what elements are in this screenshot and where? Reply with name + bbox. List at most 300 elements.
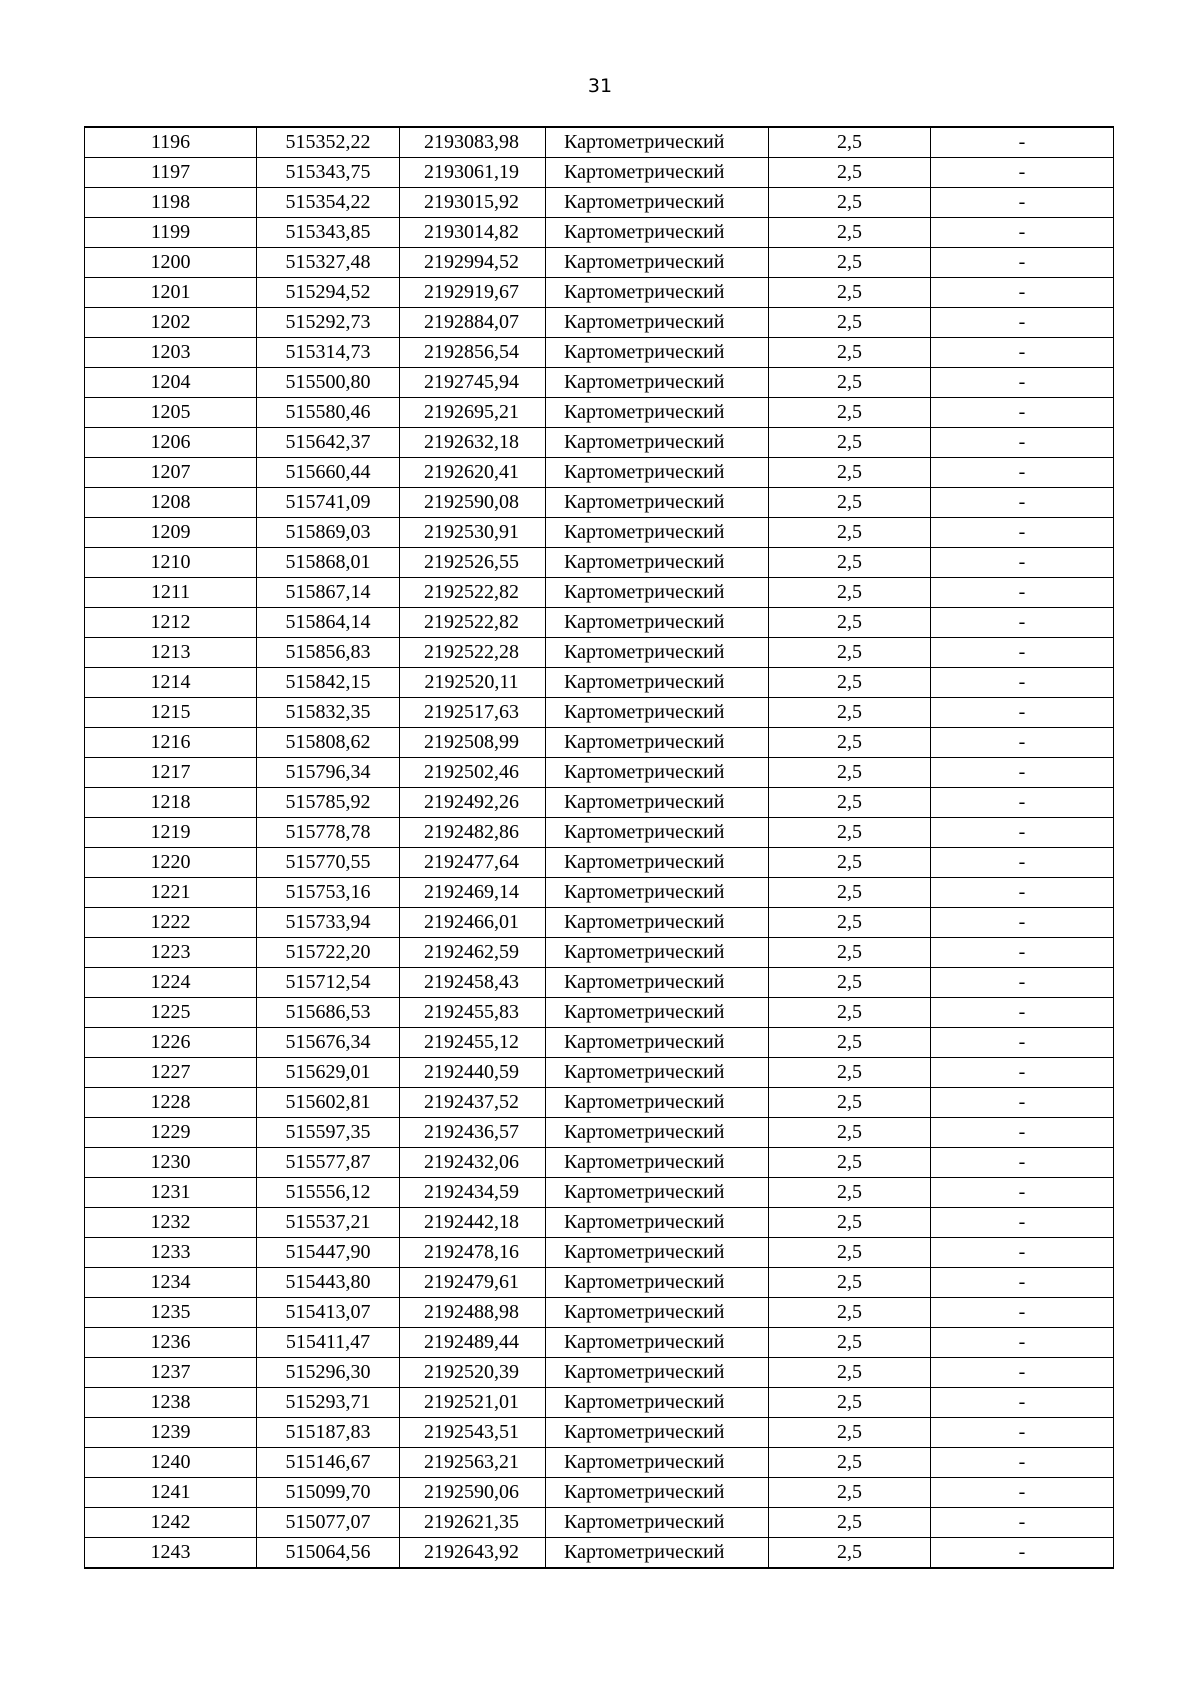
note-cell: - — [931, 608, 1114, 638]
accuracy-cell: 2,5 — [769, 1268, 931, 1298]
note-cell: - — [931, 878, 1114, 908]
point-number-cell: 1223 — [85, 938, 257, 968]
accuracy-cell: 2,5 — [769, 488, 931, 518]
point-number-cell: 1224 — [85, 968, 257, 998]
x-coordinate-cell: 515770,55 — [257, 848, 400, 878]
table-row — [85, 158, 1114, 188]
accuracy-cell: 2,5 — [769, 1238, 931, 1268]
table-row — [85, 188, 1114, 218]
accuracy-cell: 2,5 — [769, 1028, 931, 1058]
table-row — [85, 458, 1114, 488]
accuracy-cell: 2,5 — [769, 1148, 931, 1178]
y-coordinate-cell: 2192489,44 — [400, 1328, 546, 1358]
accuracy-cell: 2,5 — [769, 1388, 931, 1418]
x-coordinate-cell: 515864,14 — [257, 608, 400, 638]
point-number-cell: 1220 — [85, 848, 257, 878]
note-cell: - — [931, 1508, 1114, 1538]
x-coordinate-cell: 515577,87 — [257, 1148, 400, 1178]
table-row — [85, 278, 1114, 308]
y-coordinate-cell: 2193061,19 — [400, 158, 546, 188]
method-cell: Картометрический — [546, 278, 769, 308]
y-coordinate-cell: 2192522,82 — [400, 578, 546, 608]
point-number-cell: 1225 — [85, 998, 257, 1028]
accuracy-cell: 2,5 — [769, 308, 931, 338]
method-cell: Картометрический — [546, 728, 769, 758]
method-cell: Картометрический — [546, 188, 769, 218]
y-coordinate-cell: 2192543,51 — [400, 1418, 546, 1448]
point-number-cell: 1234 — [85, 1268, 257, 1298]
note-cell: - — [931, 1418, 1114, 1448]
accuracy-cell: 2,5 — [769, 1358, 931, 1388]
method-cell: Картометрический — [546, 878, 769, 908]
table-row — [85, 848, 1114, 878]
accuracy-cell: 2,5 — [769, 878, 931, 908]
point-number-cell: 1201 — [85, 278, 257, 308]
method-cell: Картометрический — [546, 1088, 769, 1118]
x-coordinate-cell: 515447,90 — [257, 1238, 400, 1268]
method-cell: Картометрический — [546, 1178, 769, 1208]
note-cell: - — [931, 398, 1114, 428]
point-number-cell: 1200 — [85, 248, 257, 278]
table-row — [85, 638, 1114, 668]
point-number-cell: 1215 — [85, 698, 257, 728]
x-coordinate-cell: 515411,47 — [257, 1328, 400, 1358]
accuracy-cell: 2,5 — [769, 428, 931, 458]
note-cell: - — [931, 578, 1114, 608]
table-row — [85, 1208, 1114, 1238]
table-row — [85, 1118, 1114, 1148]
y-coordinate-cell: 2192517,63 — [400, 698, 546, 728]
y-coordinate-cell: 2192437,52 — [400, 1088, 546, 1118]
table-row — [85, 1178, 1114, 1208]
point-number-cell: 1241 — [85, 1478, 257, 1508]
point-number-cell: 1208 — [85, 488, 257, 518]
accuracy-cell: 2,5 — [769, 908, 931, 938]
method-cell: Картометрический — [546, 1268, 769, 1298]
note-cell: - — [931, 308, 1114, 338]
method-cell: Картометрический — [546, 608, 769, 638]
accuracy-cell: 2,5 — [769, 1058, 931, 1088]
y-coordinate-cell: 2192492,26 — [400, 788, 546, 818]
method-cell: Картометрический — [546, 218, 769, 248]
x-coordinate-cell: 515808,62 — [257, 728, 400, 758]
note-cell: - — [931, 668, 1114, 698]
y-coordinate-cell: 2192522,28 — [400, 638, 546, 668]
y-coordinate-cell: 2192522,82 — [400, 608, 546, 638]
method-cell: Картометрический — [546, 668, 769, 698]
x-coordinate-cell: 515832,35 — [257, 698, 400, 728]
accuracy-cell: 2,5 — [769, 608, 931, 638]
table-row — [85, 1298, 1114, 1328]
y-coordinate-cell: 2192479,61 — [400, 1268, 546, 1298]
table-row — [85, 1358, 1114, 1388]
y-coordinate-cell: 2192521,01 — [400, 1388, 546, 1418]
point-number-cell: 1207 — [85, 458, 257, 488]
note-cell: - — [931, 968, 1114, 998]
method-cell: Картометрический — [546, 638, 769, 668]
method-cell: Картометрический — [546, 518, 769, 548]
y-coordinate-cell: 2193083,98 — [400, 127, 546, 158]
method-cell: Картометрический — [546, 1418, 769, 1448]
accuracy-cell: 2,5 — [769, 548, 931, 578]
y-coordinate-cell: 2192590,06 — [400, 1478, 546, 1508]
method-cell: Картометрический — [546, 1538, 769, 1569]
table-row — [85, 698, 1114, 728]
x-coordinate-cell: 515868,01 — [257, 548, 400, 578]
accuracy-cell: 2,5 — [769, 728, 931, 758]
point-number-cell: 1212 — [85, 608, 257, 638]
y-coordinate-cell: 2192462,59 — [400, 938, 546, 968]
x-coordinate-cell: 515146,67 — [257, 1448, 400, 1478]
accuracy-cell: 2,5 — [769, 1328, 931, 1358]
note-cell: - — [931, 1058, 1114, 1088]
method-cell: Картометрический — [546, 968, 769, 998]
x-coordinate-cell: 515867,14 — [257, 578, 400, 608]
method-cell: Картометрический — [546, 1388, 769, 1418]
y-coordinate-cell: 2192745,94 — [400, 368, 546, 398]
accuracy-cell: 2,5 — [769, 638, 931, 668]
table-row — [85, 938, 1114, 968]
accuracy-cell: 2,5 — [769, 368, 931, 398]
table-row — [85, 548, 1114, 578]
y-coordinate-cell: 2192502,46 — [400, 758, 546, 788]
x-coordinate-cell: 515343,75 — [257, 158, 400, 188]
method-cell: Картометрический — [546, 698, 769, 728]
point-number-cell: 1226 — [85, 1028, 257, 1058]
accuracy-cell: 2,5 — [769, 1178, 931, 1208]
note-cell: - — [931, 218, 1114, 248]
table-row — [85, 1508, 1114, 1538]
y-coordinate-cell: 2192621,35 — [400, 1508, 546, 1538]
table-row — [85, 908, 1114, 938]
note-cell: - — [931, 1298, 1114, 1328]
table-row — [85, 1268, 1114, 1298]
method-cell: Картометрический — [546, 1298, 769, 1328]
table-row — [85, 428, 1114, 458]
x-coordinate-cell: 515314,73 — [257, 338, 400, 368]
table-row — [85, 1538, 1114, 1569]
y-coordinate-cell: 2192632,18 — [400, 428, 546, 458]
accuracy-cell: 2,5 — [769, 248, 931, 278]
y-coordinate-cell: 2192530,91 — [400, 518, 546, 548]
x-coordinate-cell: 515785,92 — [257, 788, 400, 818]
point-number-cell: 1240 — [85, 1448, 257, 1478]
y-coordinate-cell: 2192455,83 — [400, 998, 546, 1028]
accuracy-cell: 2,5 — [769, 938, 931, 968]
method-cell: Картометрический — [546, 1478, 769, 1508]
accuracy-cell: 2,5 — [769, 1088, 931, 1118]
table-row — [85, 127, 1114, 158]
method-cell: Картометрический — [546, 1358, 769, 1388]
point-number-cell: 1233 — [85, 1238, 257, 1268]
accuracy-cell: 2,5 — [769, 668, 931, 698]
note-cell: - — [931, 1328, 1114, 1358]
accuracy-cell: 2,5 — [769, 848, 931, 878]
note-cell: - — [931, 158, 1114, 188]
method-cell: Картометрический — [546, 308, 769, 338]
note-cell: - — [931, 428, 1114, 458]
y-coordinate-cell: 2192520,11 — [400, 668, 546, 698]
point-number-cell: 1236 — [85, 1328, 257, 1358]
point-number-cell: 1196 — [85, 127, 257, 158]
note-cell: - — [931, 338, 1114, 368]
y-coordinate-cell: 2192478,16 — [400, 1238, 546, 1268]
y-coordinate-cell: 2192508,99 — [400, 728, 546, 758]
accuracy-cell: 2,5 — [769, 1538, 931, 1569]
x-coordinate-cell: 515753,16 — [257, 878, 400, 908]
note-cell: - — [931, 1178, 1114, 1208]
point-number-cell: 1229 — [85, 1118, 257, 1148]
x-coordinate-cell: 515537,21 — [257, 1208, 400, 1238]
method-cell: Картометрический — [546, 578, 769, 608]
table-row — [85, 1148, 1114, 1178]
note-cell: - — [931, 758, 1114, 788]
table-row — [85, 248, 1114, 278]
note-cell: - — [931, 458, 1114, 488]
method-cell: Картометрический — [546, 458, 769, 488]
accuracy-cell: 2,5 — [769, 968, 931, 998]
note-cell: - — [931, 818, 1114, 848]
method-cell: Картометрический — [546, 908, 769, 938]
y-coordinate-cell: 2192590,08 — [400, 488, 546, 518]
table-row — [85, 1058, 1114, 1088]
method-cell: Картометрический — [546, 398, 769, 428]
accuracy-cell: 2,5 — [769, 1448, 931, 1478]
note-cell: - — [931, 1448, 1114, 1478]
note-cell: - — [931, 1088, 1114, 1118]
point-number-cell: 1218 — [85, 788, 257, 818]
accuracy-cell: 2,5 — [769, 818, 931, 848]
table-row — [85, 1478, 1114, 1508]
x-coordinate-cell: 515064,56 — [257, 1538, 400, 1569]
y-coordinate-cell: 2192919,67 — [400, 278, 546, 308]
note-cell: - — [931, 188, 1114, 218]
table-row — [85, 578, 1114, 608]
table-row — [85, 1328, 1114, 1358]
note-cell: - — [931, 1208, 1114, 1238]
note-cell: - — [931, 908, 1114, 938]
point-number-cell: 1232 — [85, 1208, 257, 1238]
table-row — [85, 1418, 1114, 1448]
y-coordinate-cell: 2192520,39 — [400, 1358, 546, 1388]
x-coordinate-cell: 515293,71 — [257, 1388, 400, 1418]
x-coordinate-cell: 515343,85 — [257, 218, 400, 248]
y-coordinate-cell: 2192994,52 — [400, 248, 546, 278]
method-cell: Картометрический — [546, 1148, 769, 1178]
point-number-cell: 1238 — [85, 1388, 257, 1418]
y-coordinate-cell: 2192442,18 — [400, 1208, 546, 1238]
accuracy-cell: 2,5 — [769, 1508, 931, 1538]
accuracy-cell: 2,5 — [769, 158, 931, 188]
y-coordinate-cell: 2192458,43 — [400, 968, 546, 998]
note-cell: - — [931, 1028, 1114, 1058]
y-coordinate-cell: 2192477,64 — [400, 848, 546, 878]
x-coordinate-cell: 515722,20 — [257, 938, 400, 968]
point-number-cell: 1228 — [85, 1088, 257, 1118]
x-coordinate-cell: 515686,53 — [257, 998, 400, 1028]
accuracy-cell: 2,5 — [769, 788, 931, 818]
x-coordinate-cell: 515500,80 — [257, 368, 400, 398]
accuracy-cell: 2,5 — [769, 188, 931, 218]
accuracy-cell: 2,5 — [769, 1418, 931, 1448]
x-coordinate-cell: 515741,09 — [257, 488, 400, 518]
accuracy-cell: 2,5 — [769, 578, 931, 608]
method-cell: Картометрический — [546, 1028, 769, 1058]
point-number-cell: 1209 — [85, 518, 257, 548]
x-coordinate-cell: 515602,81 — [257, 1088, 400, 1118]
note-cell: - — [931, 1118, 1114, 1148]
accuracy-cell: 2,5 — [769, 278, 931, 308]
point-number-cell: 1199 — [85, 218, 257, 248]
table-row — [85, 488, 1114, 518]
point-number-cell: 1230 — [85, 1148, 257, 1178]
point-number-cell: 1202 — [85, 308, 257, 338]
accuracy-cell: 2,5 — [769, 398, 931, 428]
point-number-cell: 1214 — [85, 668, 257, 698]
note-cell: - — [931, 728, 1114, 758]
table-row — [85, 368, 1114, 398]
point-number-cell: 1217 — [85, 758, 257, 788]
y-coordinate-cell: 2192488,98 — [400, 1298, 546, 1328]
table-row — [85, 728, 1114, 758]
table-row — [85, 308, 1114, 338]
table-row — [85, 1448, 1114, 1478]
note-cell: - — [931, 638, 1114, 668]
point-number-cell: 1235 — [85, 1298, 257, 1328]
method-cell: Картометрический — [546, 338, 769, 368]
x-coordinate-cell: 515187,83 — [257, 1418, 400, 1448]
point-number-cell: 1219 — [85, 818, 257, 848]
note-cell: - — [931, 488, 1114, 518]
y-coordinate-cell: 2192856,54 — [400, 338, 546, 368]
y-coordinate-cell: 2192695,21 — [400, 398, 546, 428]
method-cell: Картометрический — [546, 818, 769, 848]
method-cell: Картометрический — [546, 428, 769, 458]
table-row — [85, 818, 1114, 848]
y-coordinate-cell: 2193014,82 — [400, 218, 546, 248]
x-coordinate-cell: 515294,52 — [257, 278, 400, 308]
method-cell: Картометрический — [546, 1328, 769, 1358]
x-coordinate-cell: 515856,83 — [257, 638, 400, 668]
y-coordinate-cell: 2193015,92 — [400, 188, 546, 218]
table-row — [85, 968, 1114, 998]
point-number-cell: 1239 — [85, 1418, 257, 1448]
accuracy-cell: 2,5 — [769, 218, 931, 248]
method-cell: Картометрический — [546, 1208, 769, 1238]
accuracy-cell: 2,5 — [769, 338, 931, 368]
y-coordinate-cell: 2192434,59 — [400, 1178, 546, 1208]
note-cell: - — [931, 1358, 1114, 1388]
method-cell: Картометрический — [546, 1058, 769, 1088]
y-coordinate-cell: 2192620,41 — [400, 458, 546, 488]
y-coordinate-cell: 2192884,07 — [400, 308, 546, 338]
point-number-cell: 1243 — [85, 1538, 257, 1569]
y-coordinate-cell: 2192482,86 — [400, 818, 546, 848]
method-cell: Картометрический — [546, 548, 769, 578]
point-number-cell: 1198 — [85, 188, 257, 218]
y-coordinate-cell: 2192466,01 — [400, 908, 546, 938]
method-cell: Картометрический — [546, 938, 769, 968]
y-coordinate-cell: 2192469,14 — [400, 878, 546, 908]
x-coordinate-cell: 515292,73 — [257, 308, 400, 338]
note-cell: - — [931, 1238, 1114, 1268]
table-row — [85, 338, 1114, 368]
x-coordinate-cell: 515642,37 — [257, 428, 400, 458]
accuracy-cell: 2,5 — [769, 127, 931, 158]
method-cell: Картометрический — [546, 848, 769, 878]
method-cell: Картометрический — [546, 1448, 769, 1478]
x-coordinate-cell: 515580,46 — [257, 398, 400, 428]
point-number-cell: 1237 — [85, 1358, 257, 1388]
method-cell: Картометрический — [546, 998, 769, 1028]
point-number-cell: 1227 — [85, 1058, 257, 1088]
point-number-cell: 1216 — [85, 728, 257, 758]
method-cell: Картометрический — [546, 488, 769, 518]
table-row — [85, 758, 1114, 788]
x-coordinate-cell: 515597,35 — [257, 1118, 400, 1148]
note-cell: - — [931, 938, 1114, 968]
accuracy-cell: 2,5 — [769, 458, 931, 488]
table-row — [85, 608, 1114, 638]
x-coordinate-cell: 515352,22 — [257, 127, 400, 158]
note-cell: - — [931, 1268, 1114, 1298]
table-row — [85, 998, 1114, 1028]
note-cell: - — [931, 1478, 1114, 1508]
note-cell: - — [931, 1148, 1114, 1178]
x-coordinate-cell: 515443,80 — [257, 1268, 400, 1298]
x-coordinate-cell: 515629,01 — [257, 1058, 400, 1088]
x-coordinate-cell: 515327,48 — [257, 248, 400, 278]
method-cell: Картометрический — [546, 758, 769, 788]
point-number-cell: 1210 — [85, 548, 257, 578]
point-number-cell: 1204 — [85, 368, 257, 398]
point-number-cell: 1221 — [85, 878, 257, 908]
y-coordinate-cell: 2192432,06 — [400, 1148, 546, 1178]
table-row — [85, 518, 1114, 548]
note-cell: - — [931, 1388, 1114, 1418]
x-coordinate-cell: 515354,22 — [257, 188, 400, 218]
x-coordinate-cell: 515660,44 — [257, 458, 400, 488]
y-coordinate-cell: 2192643,92 — [400, 1538, 546, 1569]
y-coordinate-cell: 2192526,55 — [400, 548, 546, 578]
point-number-cell: 1231 — [85, 1178, 257, 1208]
table-row — [85, 668, 1114, 698]
note-cell: - — [931, 278, 1114, 308]
point-number-cell: 1213 — [85, 638, 257, 668]
accuracy-cell: 2,5 — [769, 1478, 931, 1508]
page-number: 31 — [587, 75, 613, 97]
x-coordinate-cell: 515296,30 — [257, 1358, 400, 1388]
accuracy-cell: 2,5 — [769, 758, 931, 788]
accuracy-cell: 2,5 — [769, 1208, 931, 1238]
x-coordinate-cell: 515077,07 — [257, 1508, 400, 1538]
note-cell: - — [931, 788, 1114, 818]
table-row — [85, 878, 1114, 908]
note-cell: - — [931, 368, 1114, 398]
point-number-cell: 1197 — [85, 158, 257, 188]
point-number-cell: 1206 — [85, 428, 257, 458]
point-number-cell: 1205 — [85, 398, 257, 428]
note-cell: - — [931, 698, 1114, 728]
x-coordinate-cell: 515869,03 — [257, 518, 400, 548]
note-cell: - — [931, 1538, 1114, 1569]
y-coordinate-cell: 2192436,57 — [400, 1118, 546, 1148]
point-number-cell: 1242 — [85, 1508, 257, 1538]
table-row — [85, 398, 1114, 428]
note-cell: - — [931, 248, 1114, 278]
method-cell: Картометрический — [546, 1118, 769, 1148]
accuracy-cell: 2,5 — [769, 998, 931, 1028]
